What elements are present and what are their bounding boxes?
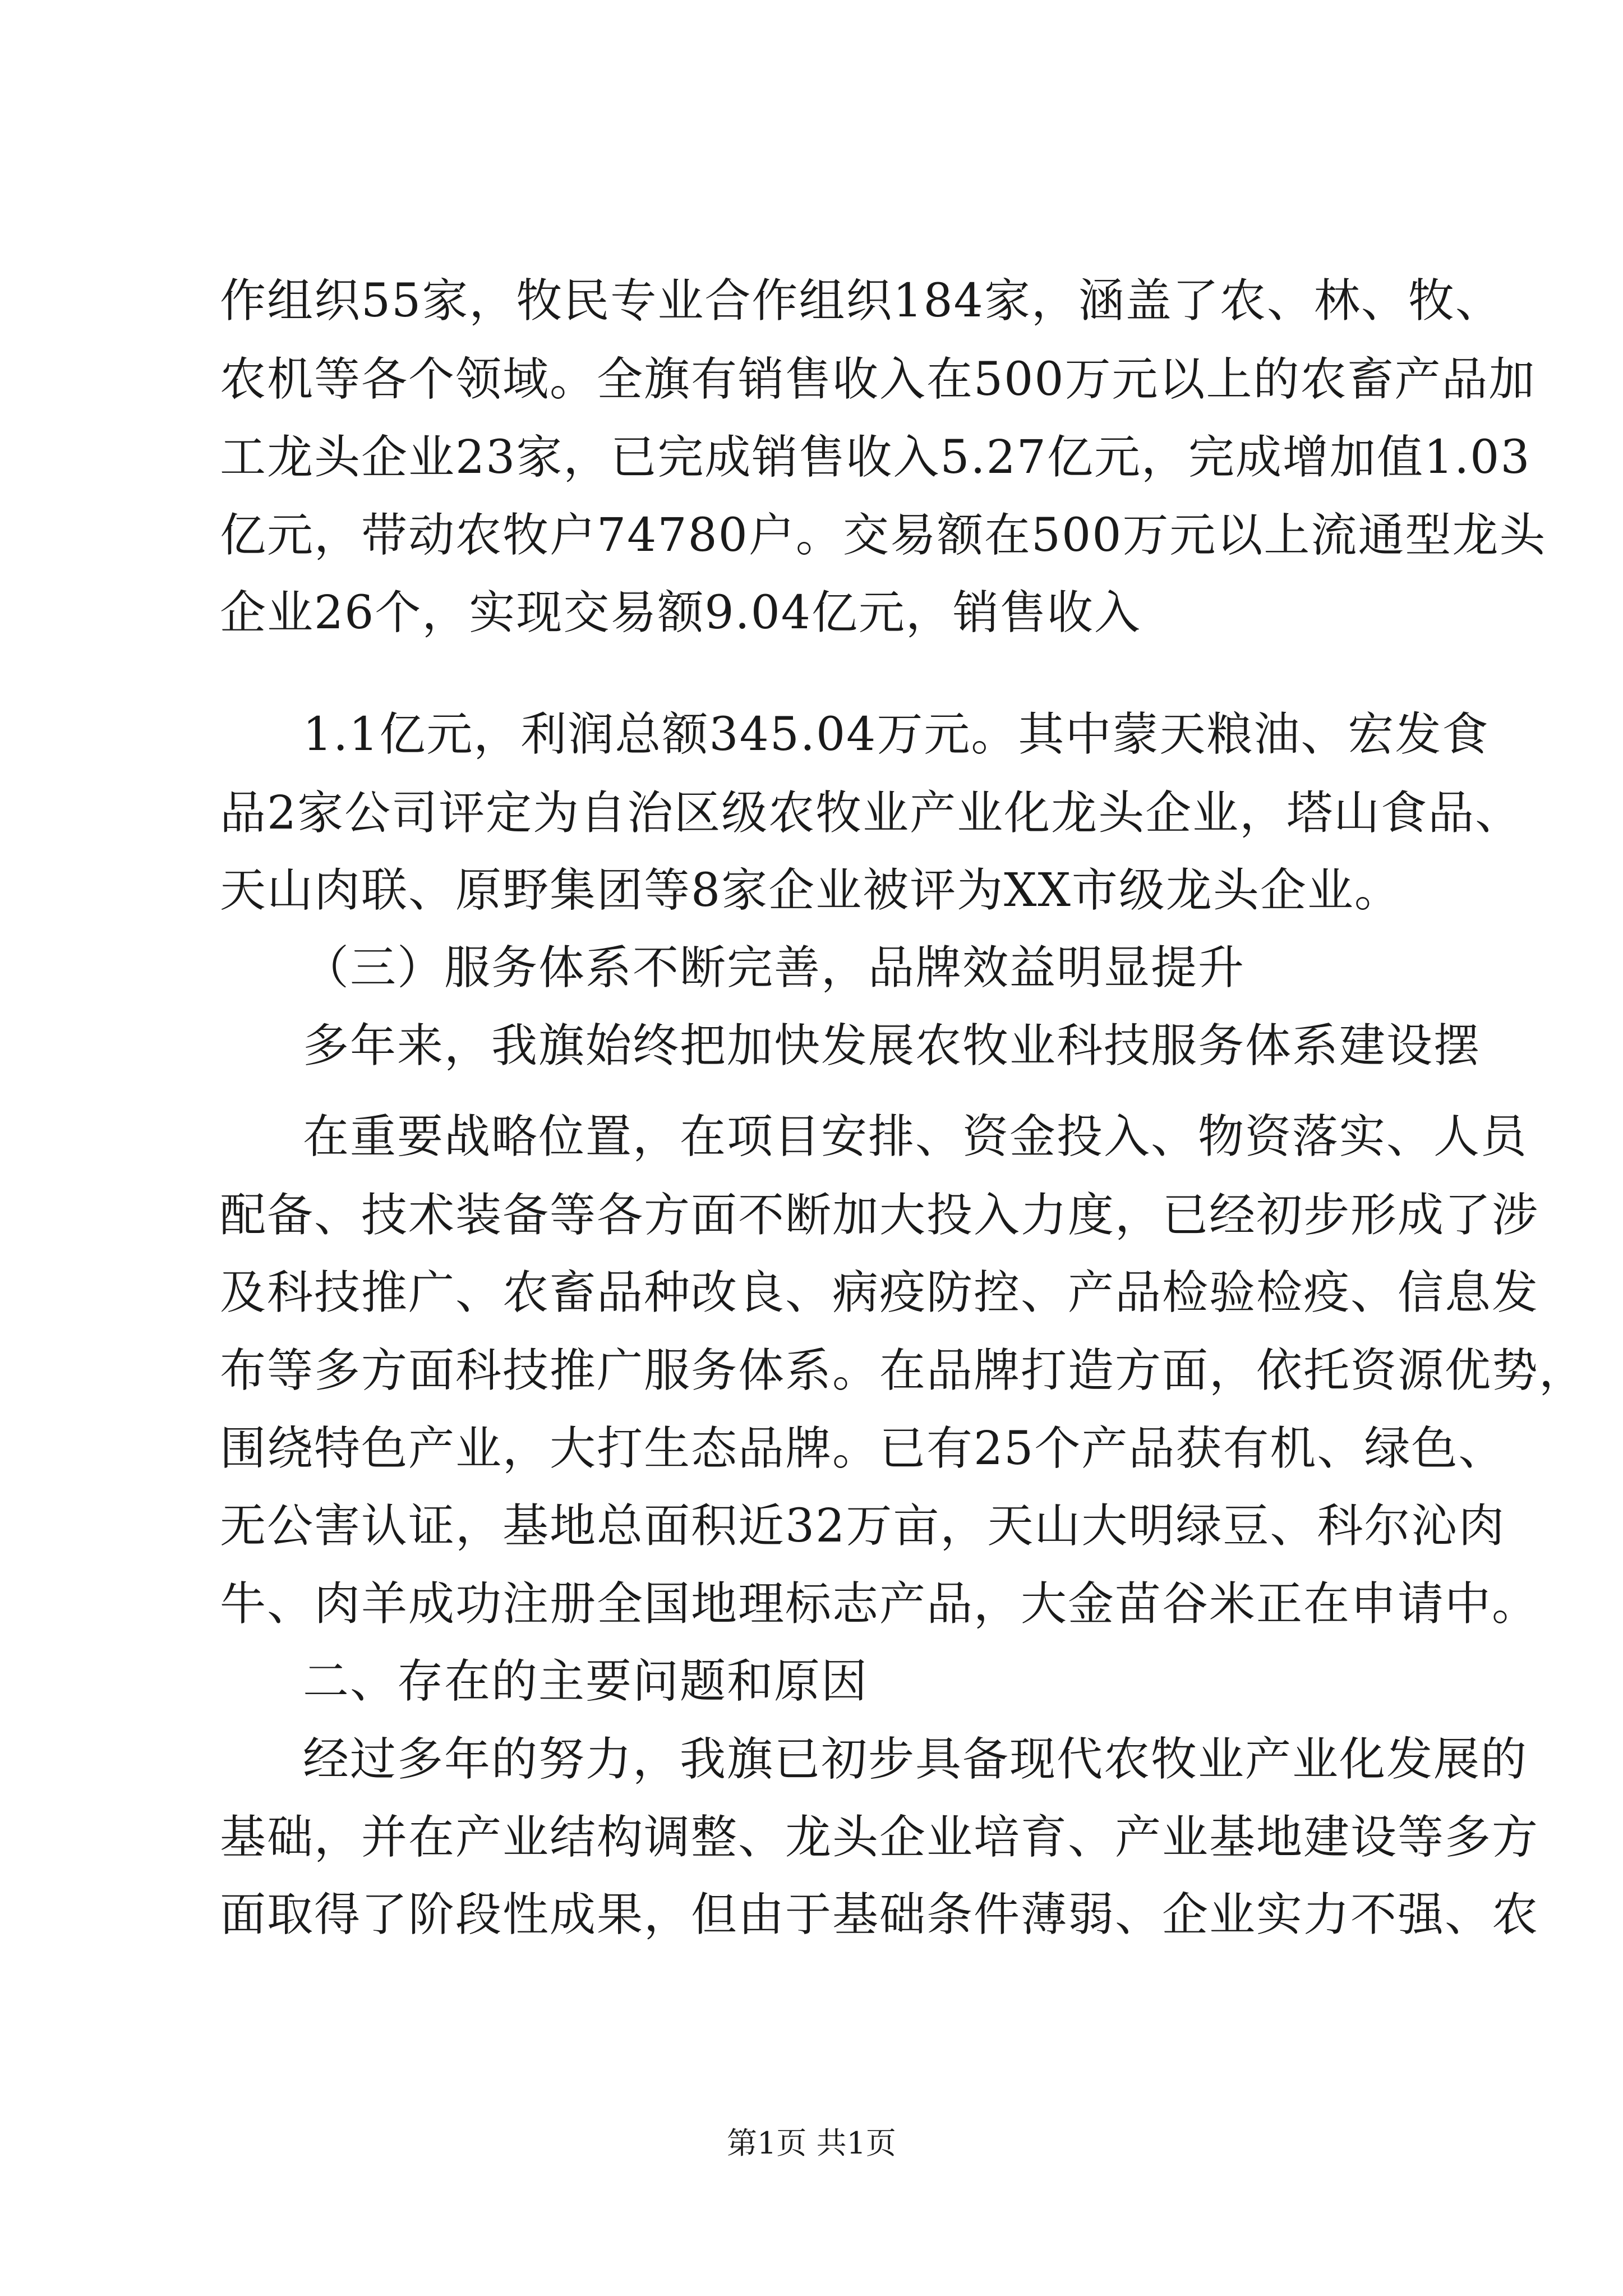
text-line-16: 无公害认证，基地总面积近32万亩，天山大明绿豆、科尔沁肉: [220, 1499, 1506, 1553]
text-line-6: 1.1亿元，利润总额345.04万元。其中蒙天粮油、宏发食: [303, 708, 1490, 761]
text-line-4: 亿元，带动农牧户74780户。交易额在500万元以上流通型龙头: [220, 509, 1547, 562]
section-heading-2: 二、存在的主要问题和原因: [303, 1655, 869, 1708]
text-line-11: 在重要战略位置，在项目安排、资金投入、物资落实、人员: [303, 1110, 1528, 1163]
text-line-10: 多年来，我旗始终把加快发展农牧业科技服务体系建设摆: [303, 1019, 1481, 1073]
text-line-5: 企业26个，实现交易额9.04亿元，销售收入: [220, 586, 1141, 639]
section-heading-3: （三）服务体系不断完善，品牌效益明显提升: [303, 941, 1246, 995]
text-line-2: 农机等各个领域。全旗有销售收入在500万元以上的农畜产品加: [220, 353, 1536, 406]
text-line-3: 工龙头企业23家，已完成销售收入5.27亿元，完成增加值1.03: [220, 431, 1531, 484]
text-line-13: 及科技推广、农畜品种改良、病疫防控、产品检验检疫、信息发: [220, 1266, 1539, 1319]
text-line-17: 牛、肉羊成功注册全国地理标志产品，大金苗谷米正在申请中。: [220, 1577, 1539, 1631]
text-line-20: 基础，并在产业结构调整、龙头企业培育、产业基地建设等多方: [220, 1811, 1539, 1864]
text-line-1: 作组织55家，牧民专业合作组织184家，涵盖了农、林、牧、: [220, 274, 1502, 328]
text-line-14: 布等多方面科技推广服务体系。在品牌打造方面，依托资源优势，: [220, 1344, 1587, 1397]
text-line-15: 围绕特色产业，大打生态品牌。已有25个产品获有机、绿色、: [220, 1422, 1506, 1475]
text-line-8: 天山肉联、原野集团等8家企业被评为XX市级龙头企业。: [220, 864, 1401, 917]
text-line-12: 配备、技术装备等各方面不断加大投入力度，已经初步形成了涉: [220, 1189, 1539, 1242]
text-line-7: 品2家公司评定为自治区级农牧业产业化龙头企业，塔山食品、: [220, 786, 1523, 840]
text-line-19: 经过多年的努力，我旗已初步具备现代农牧业产业化发展的: [303, 1733, 1528, 1786]
page-footer: 第1页 共1页: [727, 2125, 896, 2161]
text-line-21: 面取得了阶段性成果，但由于基础条件薄弱、企业实力不强、农: [220, 1888, 1539, 1941]
